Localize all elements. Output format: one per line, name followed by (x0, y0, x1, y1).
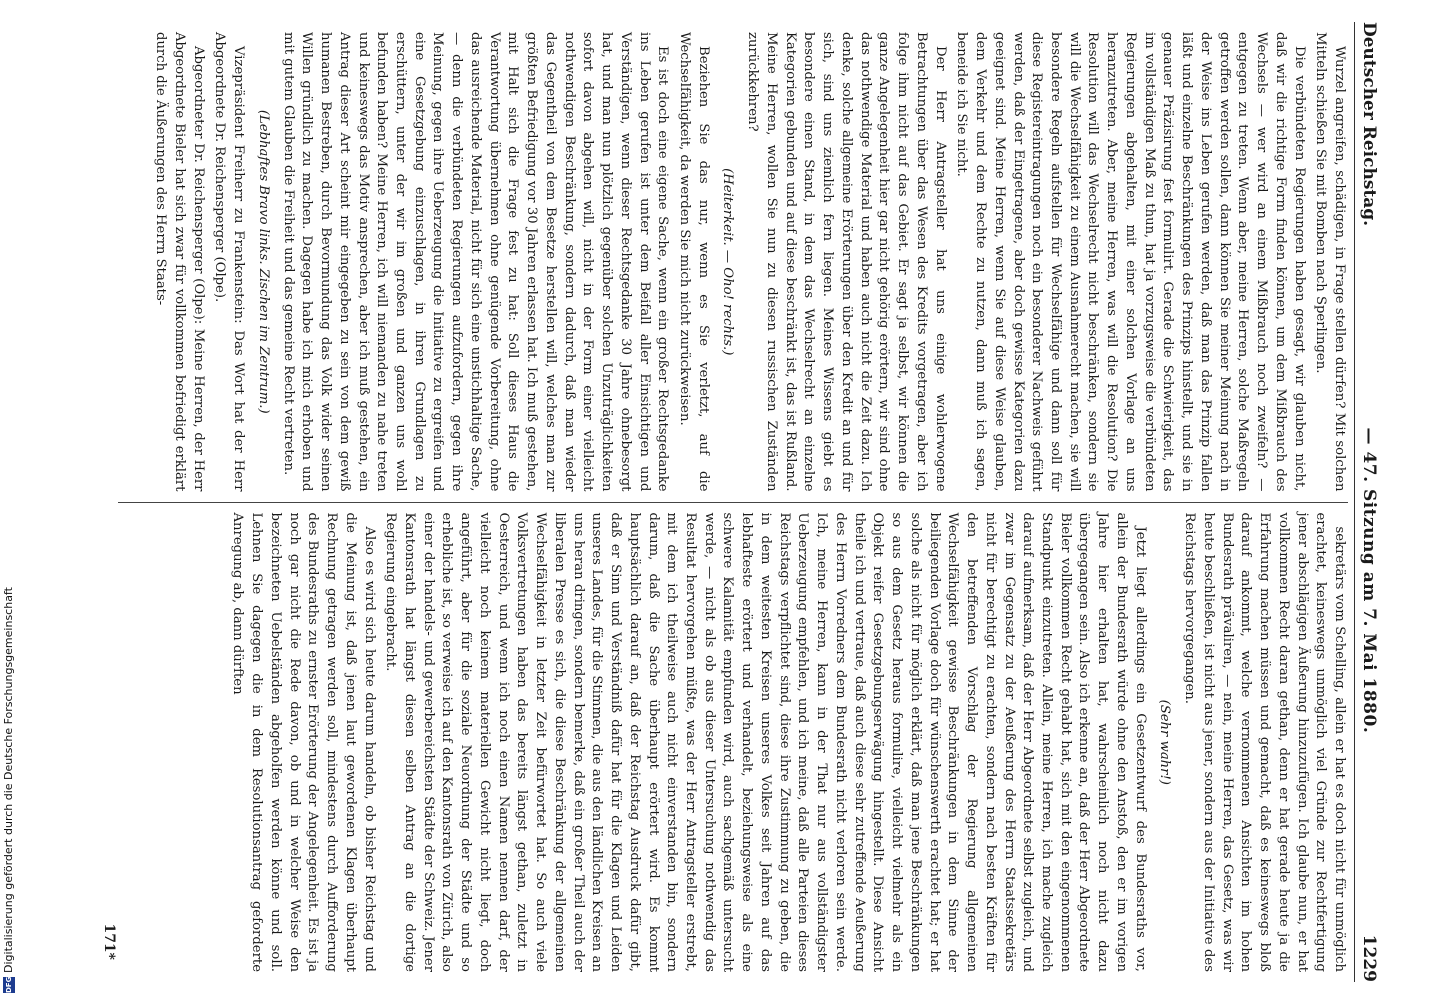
credit-line (2, 587, 15, 993)
paragraph: sekretärs vom Schelling, allein er hat es doch nicht für unmöglich erachtet, keineswegs unmöglich viel Gründe zur Rechtfertigung jener abschlägigen Äußerung hinzuzufügen. Ich glaube nun, er hat vollkommen Recht daran gethan, denn er hat gerade heute ja die Erfahrung machen müssen und gemacht, daß es keineswegs bloß darauf ankommt, welche vernommenen Ansichten im hohen Bundesrath prävaliren, — nein, meine Herren, das Gesetz, was wir heute beschließen, ist nicht aus jener, sondern aus der Initiative des Reichstags hervorgegangen. (1182, 512, 1347, 972)
text-column-left (118, 22, 1348, 502)
digitization-credit-strip (0, 0, 22, 1000)
header-publication: Deutscher Reichstag. (1359, 22, 1379, 227)
paragraph: Die verbündeten Regierungen haben gesagt, wir glauben nicht, daß wir die richtige Form finden können, um dem Mißbrauch des Wechsels — wer wird an einem Mißbrauch noch zweifeln? — entgegen zu treten. Wenn aber, meine Herren, solche Maßregeln getroffen werden sollen, dann können Sie meiner Meinung nach in der Weise ins Leben gerufen werden, daß man das Prinzip fallen läßt und einzelne Beschränkungen des Prinzips hinstellt, und sie in genauer Präzisirung fest formulirt. Gerade die Schwierigkeit, das im vollständigen Maß zu thun, hat ja vorzugsweise die verbündeten Regierungen abgehalten, mit einer solchen Vorlage an uns heranzutreten. Aber, meine Herren, was will die Resolution? Die Resolution will das Wechselrecht nicht beschränken, sondern sie will die Wechselfähigkeit zu einem Ausnahmerecht machen, sie will besondere Regeln aufstellen für Wechselfähige und dann soll für diese Registereintragungen noch ein besonderer Nachweis geführt werden, daß der Eingetragene, aber doch gewisse Kategorien dazu geeignet sind. Meine Herren, wenn Sie auf diese Weise glauben, dem Verkehr und dem Rechte zu nutzen, dann muß ich sagen, beneide ich Sie nicht. (954, 32, 1307, 492)
page-header (1354, 22, 1379, 982)
paragraph: Abgeordneter Dr. Reichensperger (Olpe): Meine Herren, der Herr Abgeordnete Bieler hat sich zwar für vollkommen befriedigt erklärt durch die Äußerungen des Herrn Staats- (153, 32, 206, 492)
paragraph: Es ist doch eine eigene Sache, wenn ein großer Rechtsgedanke ins Leben gerufen ist unter dem Beifall aller Einsichtigen und Verständigen, wenn dieser Rechtsgedanke 30 Jahre ohnebesorgt hat, und man nun plötzlich gegenüber solchen Unzuträglichkeiten sofort davon abgehen will, nicht in der Form einer vielleicht nothwendigen Beschränkung, sondern dadurch, daß man wieder das Gegentheil von dem Besetze herstellen will, welches man zur größten Befriedigung vor 30 Jahren erlassen hat. Ich muß gestehen, mit Halt sich die Frage fest zu hat: Soll dieses Haus die Verantwortung übernehmen ohne genügende Vorbereitung, ohne das ausreichende Material, nicht für sich eine unstichhaltige Sache, — denn die verbündeten Regierungen aufzufordern, gegen ihre Meinung, gegen ihre Ueberzeugung die Initiative zu ergreifen und eine Gesetzgebung einzuschlagen, in ihren Grundlagen zu erschüttern, unter der wir im großen und ganzen uns wohl befunden haben? Meine Herren, ich will niemanden zu nahe treten und keineswegs das Motiv ansprechen, aber ich muß gestehen, ein Antrag dieser Art scheint mir eingegeben zu sein von dem gewiß humanen Bestreben, durch Bevormundung das Volk wider seinen Willen gründlich zu machen. Dagegen habe ich mich erhoben und mit gutem Glauben die Freiheit und das gemeine Recht vertreten. (280, 32, 671, 492)
dfg-logo-icon: DFG (4, 976, 13, 993)
rotated-page (95, 0, 1405, 1000)
stage-note: (Sehr wahr!) (1157, 699, 1173, 785)
paragraph: Der Herr Antragsteller hat uns einige wohlerwogene Betrachtungen über das Wesen des Kredits vorgetragen, aber ich folge ihm nicht auf das Gebiet. Er sagt ja selbst, wir können die ganze Angelegenheit hier gar nicht gehörig erörtern, wir sind ohne das nothwendige Material und haben auch nicht die Zeit dazu. Ich denke, solche allgemeine Erörterungen über den Kredit an und für sich, sind uns ziemlich fern liegen. Meines Wissens giebt es besondere einen Stand, in dem das Wechselrecht an einzelne Kategorien gebunden und auf diese beschränkt ist, das ist Rußland. Meine Herren, wollen Sie nun zu diesen russischen Zuständen zurückkehren? (745, 32, 948, 492)
text-columns (118, 22, 1348, 982)
header-page-number: 1229 (1359, 934, 1379, 982)
paragraph: Vizepräsident Freiherr zu Frankenstein: Das Wort hat der Herr Abgeordnete Dr. Reichensperger (Olpe). (212, 32, 247, 492)
header-session: — 47. Sitzung am 7. Mai 1880. (1359, 427, 1379, 734)
paragraph: Beziehen Sie das nur, wenn es Sie verletzt, auf die Wechselfähigkeit, da werden Sie mich nicht zurückweisen. (677, 32, 711, 492)
paragraph: Jetzt liegt allerdings ein Gesetzentwurf des Bundesraths vor, allein der Bundesrath würde ohne den Anstoß, den er im vorigen Jahre hier erhalten hat, wahrscheinlich noch nicht dazu übergegangen sein. Also ich erkenne an, daß der Herr Abgeordnete Bieler vollkommen Recht gehabt hat, sich mit den eingenommenen Standpunkt einzutreten. Allein, meine Herren, ich mache zugleich darauf aufmerksam, daß der Herr Abgeordnete selbst zugleich, und zwar im Gegensatz zu der Aeußerung des Herrn Staatssekretärs nicht für berechtigt zu erachten, sondern nach besten Kräften für den betreffenden Vorschlag der Regierung allgemeinen Wechselfähigkeit gewisse Beschränkungen in dem Sinne der beiliegenden Vorlage doch für wünschenswerth erachtet hat; er hat solche als nicht für möglich erklärt, daß man jene Beschränkungen so aus dem Gesetz heraus formulire, vielleicht vielmehr als ein Objekt reifer Gesetzgebungserwägung hingestellt. Diese Ansicht theile ich und vertraue, daß auch diese sehr zutreffende Aeußerung des Herrn Vorredners dem Bundesrath nicht verloren sein werde. Ich, meine Herren, kann in der That nur aus vollständigster Ueberzeugung empfehlen, und ich meine, daß alle Parteien dieses Reichstags verpflichtet sind, diese ihre Zustimmung zu geben, die in dem weitesten Kreisen unseres Volkes seit Jahren auf das lebhafteste erörtert und verhandelt, beziehungsweise als eine schwere Kalamität empfunden wird, auch sachgemäß untersucht werde, — nicht als ob aus dieser Untersuchung nothwendig das Resultat hervorgehen müßte, was der Herr Antragsteller erstrebt, mit dem ich theilweise auch nicht einverstanden bin, sondern darum, daß die Sache überhaupt erörtert wird. Es kommt hauptsächlich darauf an, daß der Reichstag Ausdruck dafür gibt, daß er Sinn und Verständniß dafür hat für die Klagen und Leiden unseres Landes, für die Stimmen, die aus den ländlichen Kreisen an uns heran dringen, sondern bemerke, daß ein großer Theil auch der liberalen Presse es sich, die diese Beschränkung der allgemeinen Wechselfähigkeit in letzter Zeit befürwortet hat. So auch viele Volksvertretungen haben das bereits längst gethan, zuletzt in Oesterreich, und wenn ich noch einen Namen nennen darf, der vielleicht noch keinem materiellen Gewicht nicht liegt, doch angeführt, aber für die soziale Neuordnung der Städte und so erhebliche ist, so verweise ich auf den Kantonsrath von Zürich, also einer der handels- und gewerbereichsten Städte der Schweiz. Jener Kantonsrath hat längst diesen selben Antrag an die dortige Regierung eingebracht. (383, 512, 1148, 972)
text-column-right (118, 502, 1348, 983)
credit-container (2, 587, 20, 993)
stage-note: (Heiterkeit. — Oho! rechts.) (720, 168, 736, 356)
stage-note: (Lebhaftes Bravo links. Zischen im Zentrum.) (255, 109, 271, 414)
paragraph: Also es wird sich heute darum handeln, ob bisher Reichstag und die Meinung ist, daß jenen laut gewordenen Klagen überhaupt Rechnung getragen werden soll, mindestens durch Aufforderung des Bundesraths zu ernster Erörterung der Angelegenheit. Es ist ja noch gar nicht die Rede davon, ob und in welcher Weise den bezeichneten Uebelständen abgeholfen werden könne und soll. Lehnen Sie dagegen die in dem Resolutionsantrag geforderte Anregung ab, dann dürften (230, 512, 377, 972)
signature-marker: 171* (101, 923, 117, 960)
paragraph: Wurzel angreifen, schädigen, in Frage stellen dürfen? Mit solchen Mitteln schießen Sie mit Bomben nach Sperlingen. (1313, 32, 1347, 492)
credit-text: Digitalisierung gefördert durch die Deutsche Forschungsgemeinschaft (2, 587, 15, 973)
